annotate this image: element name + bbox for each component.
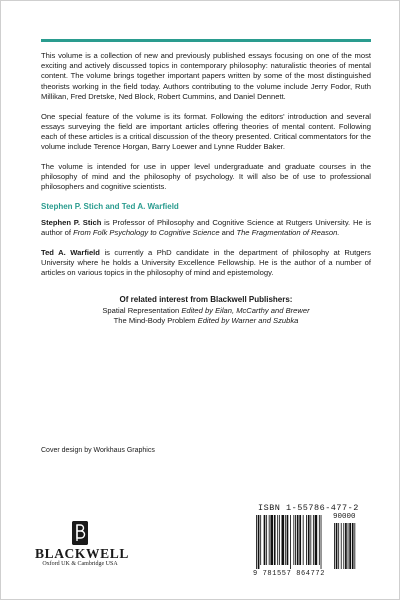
price-code: 90000 [333, 513, 356, 521]
publisher-logo [35, 521, 129, 571]
related-titles [41, 295, 371, 327]
barcode-digits: 9 781557 864772 [253, 570, 326, 578]
bio-stich-text-2: and [219, 228, 237, 238]
related-heading: Of related interest from Blackwell Publishers: [119, 294, 293, 304]
isbn-barcode [256, 515, 368, 571]
publisher-name: BLACKWELL [35, 546, 129, 561]
related-item-editors: Edited by Warner and Szubka [197, 316, 299, 326]
bio-stich [41, 218, 371, 238]
description-paragraph-2: One special feature of the volume is its format. Following the editors' introduction and several essays surveying the field are important articles offering theories of mental content. Following each of these articles is a critical discussion of the theory presented. Critical commentators for the volume include Terence Horgan, Barry Loewer and Lynne Rudder Baker. [41, 111, 371, 152]
description-paragraph-1: This volume is a collection of new and previously published essays focusing on one of the most exciting and actively discussed topics in contemporary philosophy: naturalistic theories of mental content. The volume brings together important papers written by some of the most distinguished theorists working in the field today. Authors contributing to the volume include Jerry Fodor, Ruth Millikan, Fred Dretske, Ned Block, Robert Cummins, and Daniel Dennett. [41, 51, 371, 101]
related-item-editors: Edited by Eilan, McCarthy and Brewer [181, 305, 310, 315]
bio-warfield-name: Ted A. Warfield [41, 248, 100, 258]
accent-rule [41, 39, 371, 42]
description-paragraph-3: The volume is intended for use in upper level undergraduate and graduate courses in the philosophy of mind and the philosophy of psychology. It will also be of use to professional philosophers and cognitive scientists. [41, 161, 371, 192]
editors-heading: Stephen P. Stich and Ted A. Warfield [41, 201, 179, 211]
bio-warfield-text: is currently a PhD candidate in the department of philosophy at Rutgers University where he holds a University Excellence Fellowship. He is the author of a number of articles on various topics in the philosophy of mind and epistemology. [41, 248, 371, 278]
bio-stich-book-2: The Fragmentation of Reason. [236, 228, 340, 238]
related-item [41, 316, 371, 326]
bio-warfield [41, 248, 371, 279]
blackwell-emblem-icon [72, 521, 88, 545]
isbn-label: ISBN 1-55786-477-2 [258, 503, 359, 513]
related-item [41, 306, 371, 316]
related-item-title: Spatial Representation [102, 305, 182, 315]
bio-stich-name: Stephen P. Stich [41, 218, 102, 228]
cover-text-block [41, 39, 371, 326]
cover-design-credit: Cover design by Workhaus Graphics [41, 447, 155, 454]
publisher-locations: Oxford UK & Cambridge USA [42, 561, 118, 567]
bio-stich-book-1: From Folk Psychology to Cognitive Science [73, 228, 220, 238]
bio-stich-text-1: is Professor of Philosophy and Cognitive Science at Rutgers University. He is author of [41, 218, 371, 238]
related-item-title: The Mind-Body Problem [113, 316, 198, 326]
